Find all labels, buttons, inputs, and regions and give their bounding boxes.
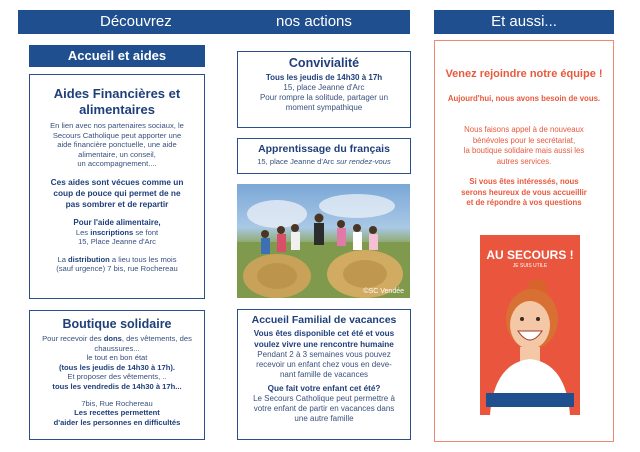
boutique-box <box>29 310 205 440</box>
aussi-p1 <box>435 125 613 167</box>
aides-title-1: Aides Financières et <box>53 86 181 101</box>
aides-dist-line2: (sauf urgence) 7 bis, rue Rochereau <box>56 264 178 274</box>
boutique-l8: Les recettes permettent <box>74 408 160 418</box>
vacances-title: Accueil Familial de vacances <box>251 314 397 326</box>
vacances-t1 <box>238 350 410 380</box>
header-nos-actions: nos actions <box>276 13 352 30</box>
vacances-t1-line: Pendant 2 à 3 semaines vous pouvez <box>257 350 391 359</box>
aussi-p1-line: bénévoles pour le secrétariat, <box>472 135 576 145</box>
convivialite-where: 15, place Jeanne d'Arc <box>283 83 365 92</box>
aussi-p2-line: et de répondre à vos questions <box>466 198 582 207</box>
aides-alim-strong: inscriptions <box>90 227 134 237</box>
francais-where: 15, place Jeanne d'Arc <box>257 157 337 166</box>
boutique-l1-strong: dons <box>103 334 122 343</box>
aides-bold-line: pas sombrer et de repartir <box>65 198 169 209</box>
aides-title <box>30 86 204 118</box>
aides-alim-bold: Pour l'aide alimentaire, <box>73 217 161 227</box>
aides-dist-pre: La <box>57 254 69 264</box>
aides-alim-place: 15, Place Jeanne d'Arc <box>78 237 156 247</box>
boutique-l1-pre: Pour recevoir des <box>42 334 104 343</box>
poster-headline: AU SECOURS ! <box>486 248 574 262</box>
aussi-p2-line: Si vous êtes intéressés, nous <box>469 177 579 186</box>
boutique-l6: tous les vendredis de 14h30 à 17h... <box>52 381 182 391</box>
vacances-t2-line: votre enfant de partir en vacances dans <box>253 404 395 413</box>
accueil-tag-label: Accueil et aides <box>67 48 167 63</box>
aides-dist <box>30 255 204 274</box>
aides-alim-pre: Les <box>75 227 91 237</box>
aussi-p1-line: la boutique solidaire mais aussi les <box>463 146 585 155</box>
header-et-aussi <box>434 10 614 34</box>
boutique-l2: chaussures... <box>94 343 140 353</box>
convivialite-when: Tous les jeudis de 14h30 à 17h <box>265 73 383 82</box>
aides-intro-line: alimentaire, un conseil, <box>78 149 156 159</box>
au-secours-poster <box>480 235 580 415</box>
boutique-l7: 7bis, Rue Rochereau <box>81 398 153 408</box>
poster-logo-bar <box>486 393 574 407</box>
vacances-t1-line: recevoir un enfant chez vous en deve- <box>256 360 392 369</box>
francais-box <box>237 138 411 174</box>
accueil-tag <box>29 45 205 67</box>
convivialite-desc: moment sympathique <box>285 103 363 112</box>
boutique-l5: Et proposer des vêtements, .. <box>67 372 167 382</box>
aides-alim <box>30 218 204 247</box>
aides-intro-line: En lien avec nos partenaires sociaux, le <box>50 121 184 130</box>
aides-alim-post: se font <box>133 227 159 237</box>
vacances-q1-line: voulez vivre une rencontre humaine <box>254 339 394 349</box>
convivialite-box <box>237 51 411 128</box>
convivialite-text <box>238 73 410 113</box>
francais-appt: sur rendez-vous <box>336 157 391 166</box>
aides-bold-line: coup de pouce qui permet de ne <box>53 187 181 198</box>
aides-intro-line: Secours Catholique peut apporter une <box>52 130 182 140</box>
francais-title: Apprentissage du français <box>258 143 390 155</box>
aussi-title: Venez rejoindre notre équipe ! <box>445 68 603 80</box>
aussi-p2 <box>435 177 613 209</box>
aussi-p1-line: autres services. <box>496 156 552 166</box>
boutique-l4: (tous les jeudis de 14h30 à 17h). <box>58 362 176 372</box>
vacances-t2 <box>238 394 410 424</box>
boutique-l1-post: , des vêtements, des <box>121 334 192 343</box>
vacances-box <box>237 309 411 440</box>
photo-illustration <box>237 184 410 298</box>
vacances-t1-line: nant famille de vacances <box>279 370 369 379</box>
aides-bold-line: Ces aides sont vécues comme un <box>50 176 184 187</box>
aides-dist-strong: distribution <box>68 254 110 264</box>
aides-title-2: alimentaires <box>79 102 155 117</box>
aides-bold <box>30 177 204 210</box>
aides-intro-line: un accompagnement.... <box>77 159 157 169</box>
aussi-p1-line: Nous faisons appel à de nouveaux <box>464 125 584 134</box>
aides-intro-line: aide financière ponctuelle, une aide <box>57 140 177 150</box>
aides-intro <box>30 121 204 169</box>
boutique-title: Boutique solidaire <box>62 317 172 331</box>
header-band-left <box>18 10 410 34</box>
boutique-l9: d'aider les personnes en difficultés <box>53 417 181 427</box>
aides-dist-post: a lieu tous les mois <box>109 254 177 264</box>
boutique-l3: le tout en bon état <box>86 353 148 363</box>
convivialite-title: Convivialité <box>288 56 360 70</box>
convivialite-desc: Pour rompre la solitude, partager un <box>259 93 389 102</box>
header-et-aussi-label: Et aussi... <box>491 13 557 30</box>
kids-photo <box>237 184 410 298</box>
vacances-t2-line: Le Secours Catholique peut permettre à <box>253 394 395 403</box>
aides-box <box>29 74 205 299</box>
vacances-q1 <box>238 329 410 350</box>
boutique-text <box>30 334 204 427</box>
aussi-sub: Aujourd'hui, nous avons besoin de vous. <box>447 94 601 103</box>
poster-sub: JE SUIS UTILE <box>512 263 548 269</box>
header-decouvrez: Découvrez <box>100 13 172 30</box>
photo-credit: ©SC Vendée <box>363 288 404 295</box>
vacances-q1-line: Vous êtes disponible cet été et vous <box>253 329 395 338</box>
vacances-t2-line: une autre famille <box>294 414 354 423</box>
vacances-q2: Que fait votre enfant cet été? <box>267 384 381 393</box>
aussi-p2-line: serons heureux de vous accueillir <box>461 187 587 197</box>
